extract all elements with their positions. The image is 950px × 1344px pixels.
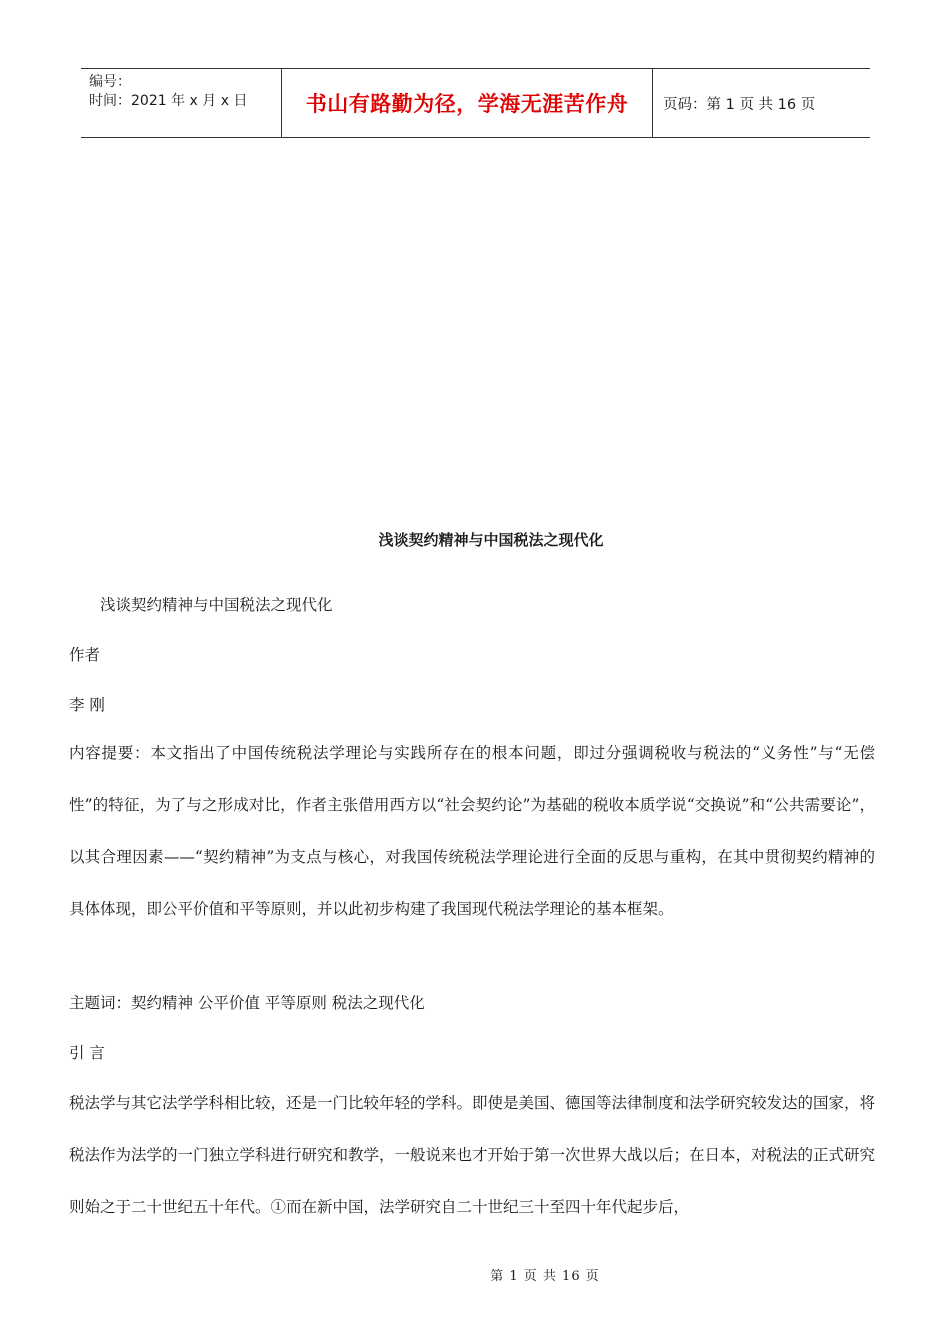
author-name: 李 刚 <box>69 696 105 714</box>
intro-heading: 引 言 <box>69 1044 105 1062</box>
header-left-cell <box>81 69 282 137</box>
header-table <box>81 68 870 138</box>
author-label: 作者 <box>69 646 101 664</box>
document-title: 浅谈契约精神与中国税法之现代化 <box>378 531 604 549</box>
intro-paragraph: 税法学与其它法学学科相比较，还是一门比较年轻的学科。即使是美国、德国等法律制度和法学研究较发达的国家，将税法作为法学的一门独立学科进行研究和教学，一般说来也才开始于第一次世界大战以后；在日本，对税法的正式研究则始之于二十世纪五十年代。①而在新中国，法学研究自二十世纪三十至四十年代起步后， <box>69 1094 876 1216</box>
header-page-cell <box>653 69 870 137</box>
motto-text: 书山有路勤为径，学海无涯苦作舟 <box>305 92 629 116</box>
page-label: 页码：第 1 页 共 16 页 <box>663 96 816 113</box>
date-label: 时间：2021 年 x 月 x 日 <box>89 93 248 109</box>
page-footer: 第 1 页 共 16 页 <box>490 1269 600 1284</box>
header-motto-cell <box>282 69 653 137</box>
document-subtitle: 浅谈契约精神与中国税法之现代化 <box>100 596 333 614</box>
abstract-paragraph: 内容提要：本文指出了中国传统税法学理论与实践所存在的根本问题，即过分强调税收与税法的“义务性”与“无偿性”的特征，为了与之形成对比，作者主张借用西方以“社会契约论”为基础的税收本质学说“交换说”和“公共需要论”，以其合理因素——“契约精神”为支点与核心，对我国传统税法学理论进行全面的反思与重构，在其中贯彻契约精神的具体体现，即公平价值和平等原则，并以此初步构建了我国现代税法学理论的基本框架。 <box>69 744 875 918</box>
keywords-line: 主题词：契约精神 公平价值 平等原则 税法之现代化 <box>69 994 425 1012</box>
number-label: 编号： <box>89 74 131 90</box>
